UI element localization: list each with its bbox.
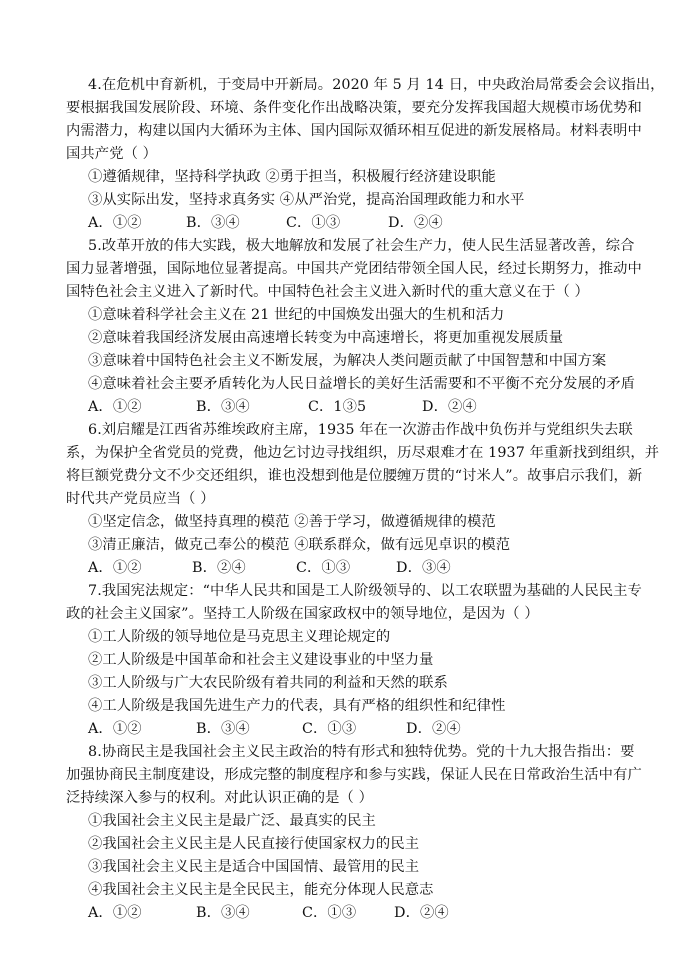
choice-a: A．①②: [88, 905, 142, 921]
choice-a: A．①②: [88, 721, 142, 737]
question-stem-line: 5.改革开放的伟大实践，极大地解放和发展了社会生产力，使人民生活显著改善，综合: [88, 238, 635, 254]
question-stem-line: 加强协商民主制度建设，形成完整的制度程序和参与实践，保证人民在日常政治生活中有广: [66, 767, 642, 783]
choice-b: B．③④: [186, 215, 240, 231]
statement-option: ①遵循规律，坚持科学执政 ②勇于担当，积极履行经济建设职能: [88, 169, 496, 185]
choice-b: B．③④: [196, 721, 250, 737]
statement-option: ③工人阶级与广大农民阶级有着共同的利益和天然的联系: [88, 675, 448, 691]
choice-c: C．①③: [296, 560, 351, 576]
statement-option: ③我国社会主义民主是适合中国国情、最管用的民主: [88, 859, 420, 875]
choice-c: C．①③: [302, 721, 357, 737]
choice-a: A．①②: [88, 399, 142, 415]
answer-choices: [88, 902, 449, 925]
statement-option: ②意味着我国经济发展由高速增长转变为中高速增长，将更加重视发展质量: [88, 330, 564, 346]
statement-option: ①工人阶级的领导地位是马克思主义理论规定的: [88, 629, 391, 645]
choice-d: D．②④: [406, 721, 461, 737]
choice-a: A．①②: [88, 215, 142, 231]
choice-d: D．③④: [396, 560, 451, 576]
statement-option: ①意味着科学社会主义在 21 世纪的中国焕发出强大的生机和活力: [88, 307, 505, 323]
statement-option: ④工人阶级是我国先进生产力的代表，具有严格的组织性和纪律性: [88, 698, 506, 714]
statement-option: ①坚定信念，做坚持真理的模范 ②善于学习，做遵循规律的模范: [88, 514, 496, 530]
answer-choices: [88, 557, 451, 580]
question-stem-line: 内需潜力，构建以国内大循环为主体、国内国际双循环相互促进的新发展格局。材料表明中: [66, 123, 642, 139]
choice-c: C．①③: [286, 215, 341, 231]
question-stem-line: 系，为保护全省党员的党费，他边乞讨边寻找组织，历尽艰难才在 1937 年重新找到组织，并: [66, 445, 660, 461]
statement-option: ②工人阶级是中国革命和社会主义建设事业的中坚力量: [88, 652, 434, 668]
choice-a: A．①②: [88, 560, 142, 576]
question-stem-line: 国特色社会主义进入了新时代。中国特色社会主义进入新时代的重大意义在于（ ）: [66, 284, 589, 300]
statement-option: ④意味着社会主要矛盾转化为人民日益增长的美好生活需要和不平衡不充分发展的矛盾: [88, 376, 636, 392]
choice-c: C．1③5: [308, 399, 367, 415]
statement-option: ②我国社会主义民主是人民直接行使国家权力的民主: [88, 836, 420, 852]
choice-b: B．③④: [196, 905, 250, 921]
statement-option: ③清正廉洁，做克己奉公的模范 ④联系群众，做有远见卓识的模范: [88, 537, 511, 553]
question-stem-line: 7.我国宪法规定：“中华人民共和国是工人阶级领导的、以工农联盟为基础的人民民主专: [88, 583, 642, 599]
answer-choices: [88, 718, 461, 741]
question-stem-line: 时代共产党员应当（ ）: [66, 491, 215, 507]
statement-option: ④我国社会主义民主是全民民主，能充分体现人民意志: [88, 882, 434, 898]
choice-d: D．②④: [394, 905, 449, 921]
question-stem-line: 8.协商民主是我国社会主义民主政治的特有形式和独特优势。党的十九大报告指出：要: [88, 744, 635, 760]
question-stem-line: 政的社会主义国家”。坚持工人阶级在国家政权中的领导地位，是因为（ ）: [66, 606, 539, 622]
question-stem-line: 6.刘启耀是江西省苏维埃政府主席，1935 年在一次游击作战中负伤并与党组织失去联: [88, 422, 633, 438]
statement-option: ③意味着中国特色社会主义不断发展，为解决人类问题贡献了中国智慧和中国方案: [88, 353, 607, 369]
question-stem-line: 要根据我国发展阶段、环境、条件变化作出战略决策，要充分发挥我国超大规模市场优势和: [66, 100, 642, 116]
choice-c: C．①③: [302, 905, 357, 921]
answer-choices: [88, 212, 443, 235]
choice-d: D．②④: [422, 399, 477, 415]
question-stem-line: 国力显著增强，国际地位显著提高。中国共产党团结带领全国人民，经过长期努力，推动中: [66, 261, 642, 277]
question-stem-line: 泛持续深入参与的权利。对此认识正确的是（ ）: [66, 790, 373, 806]
question-stem-line: 4.在危机中育新机，于变局中开新局。2020 年 5 月 14 日，中央政治局常委会会议指出，: [88, 77, 665, 93]
statement-option: ③从实际出发，坚持求真务实 ④从严治党，提高治国理政能力和水平: [88, 192, 525, 208]
answer-choices: [88, 396, 477, 419]
statement-option: ①我国社会主义民主是最广泛、最真实的民主: [88, 813, 376, 829]
choice-b: B．③④: [196, 399, 250, 415]
choice-b: B．②④: [192, 560, 246, 576]
question-stem-line: 国共产党（ ）: [66, 146, 158, 162]
choice-d: D．②④: [388, 215, 443, 231]
question-stem-line: 将巨额党费分文不少交还组织，谁也没想到他是位腰缠万贯的“讨米人”。故事启示我们，新: [66, 468, 643, 484]
